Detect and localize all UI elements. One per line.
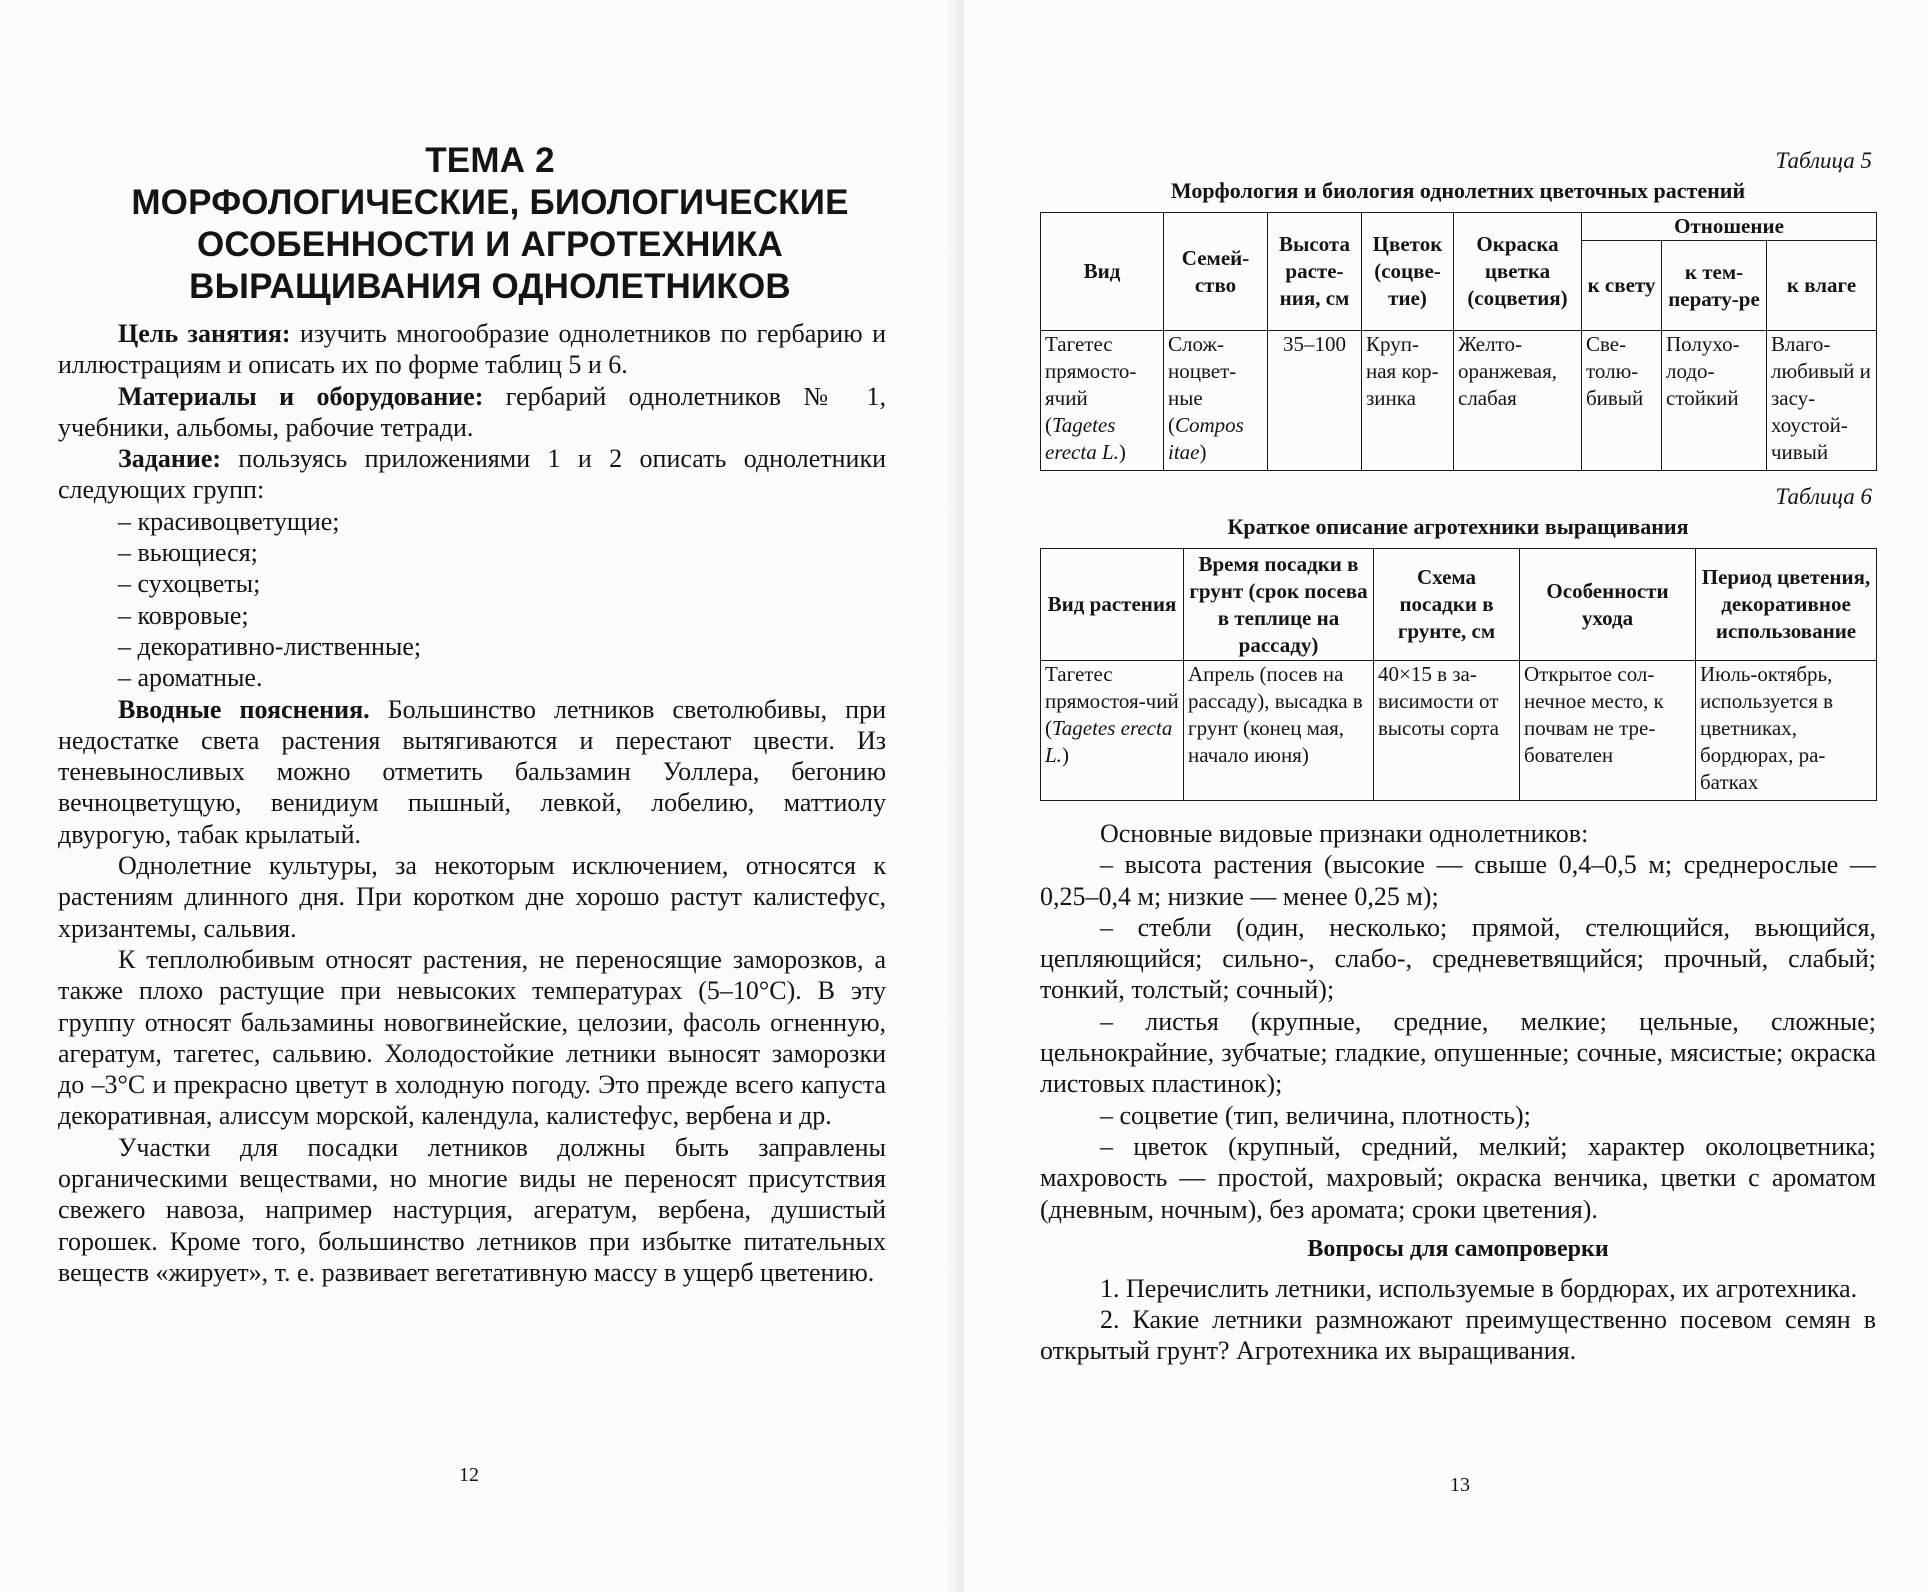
left-body [58, 318, 886, 1288]
header-family: Семей-ство [1164, 213, 1268, 331]
header-period: Период цветения, декоративное использование [1696, 549, 1877, 661]
feature-item: – стебли (один, несколько; прямой, стелющийся, вьющийся, цепляющийся; сильно-, слабо-, средневетвящийся; прочный, слабый; тонкий, толстый; сочный); [1040, 912, 1876, 1005]
task-label: Задание: [118, 444, 222, 474]
task-paragraph [58, 443, 886, 506]
materials-text: гербарий однолетников № 1, учебники, альбомы, рабочие тетради. [58, 381, 887, 442]
list-item: – красивоцветущие; [118, 506, 340, 536]
intro-text: Большинство летников светолюбивы, при недостатке света растения вытягиваются и перестают цвести. Из теневыносливых можно отметить бальзамин Уоллера, бегонию вечноцветущую, венидиум пышный, левкой, лобелию, маттиолу двурогую, табак крылатый. [58, 694, 886, 849]
cell-to-light: Све-толю-бивый [1582, 331, 1662, 471]
cell-species: Тагетес прямосто-ячий (Tagetes erecta L.) [1041, 331, 1164, 471]
list-item: – вьющиеся; [118, 538, 258, 568]
table6-label: Таблица 6 [1775, 484, 1872, 509]
feature-item: – цветок (крупный, средний, мелкий; характер околоцветника; махровость — простой, махровый; окраска венчика, цветки с ароматом (дневным, ночным), без аромата; сроки цветения). [1040, 1131, 1876, 1224]
table5 [1040, 212, 1877, 471]
topic-heading [95, 140, 885, 308]
table5-label: Таблица 5 [1775, 148, 1872, 173]
cell-to-moisture: Влаго-любивый и засу-хоустой-чивый [1767, 331, 1877, 471]
header-height: Высота расте-ния, см [1268, 213, 1362, 331]
latin-name: Compos itae [1168, 413, 1244, 464]
cell-care: Открытое сол-нечное место, к почвам не тре-бователен [1520, 661, 1696, 801]
page-number: 13 [1450, 1474, 1470, 1496]
goal-label: Цель занятия: [118, 319, 291, 348]
topic-title-line: ОСОБЕННОСТИ И АГРОТЕХНИКА [196, 225, 784, 264]
header-scheme: Схема посадки в грунте, см [1374, 549, 1520, 661]
list-item: – декоративно-лиственные; [118, 631, 422, 661]
table-row [1041, 661, 1877, 801]
intro-paragraph [58, 694, 886, 850]
feature-item: – листья (крупные, средние, мелкие; цельные, сложные; цельнокрайние, зубчатые; гладкие, опушенные; сочные, мясистые; окраска листовых пластинок); [1040, 1006, 1876, 1099]
intro-label: Вводные пояснения. [118, 694, 370, 724]
header-color: Окраска цветка (соцветия) [1454, 213, 1582, 331]
features-intro: Основные видовые признаки однолетников: [1100, 819, 1589, 848]
question-item: 1. Перечислить летники, используемые в бордюрах, их агротехника. [1100, 1273, 1858, 1303]
paragraph: К теплолюбивым относят растения, не переносящие заморозков, а также плохо растущие при невысоких температурах (5–10°C). В эту группу относят бальзамины новогвинейские, целозии, фасоль огненную, агератум, тагетес, сальвию. Холодостойкие летники выносят заморозки до –3°C и прекрасно цветут в холодную погоду. Это прежде всего капуста декоративная, алиссум морской, календула, калистефус, вербена и др. [58, 944, 886, 1131]
cell-to-temp: Полухо-лодо-стойкий [1662, 331, 1767, 471]
task-text: пользуясь приложениями 1 и 2 описать однолетники следующих групп: [58, 444, 886, 505]
questions-heading: Вопросы для самопроверки [1307, 1235, 1609, 1262]
cell-species: Тагетес прямостоя-чий (Tagetes erecta L.) [1041, 661, 1184, 801]
question-item: 2. Какие летники размножают преимущественно посевом семян в открытый грунт? Агротехника их выращивания. [1040, 1305, 1876, 1366]
topic-title-line: ВЫРАЩИВАНИЯ ОДНОЛЕТНИКОВ [189, 267, 791, 306]
topic-number: ТЕМА 2 [425, 141, 555, 180]
cell-scheme: 40×15 в за-висимости от высоты сорта [1374, 661, 1520, 801]
header-species: Вид растения [1041, 549, 1184, 661]
goal-paragraph [58, 318, 886, 381]
header-species: Вид [1041, 213, 1164, 331]
cell-family: Слож-ноцвет-ные (Compos itae) [1164, 331, 1268, 471]
table5-title: Морфология и биология однолетних цветочных растений [1170, 178, 1746, 203]
table6 [1040, 548, 1877, 801]
header-care: Особенности ухода [1520, 549, 1696, 661]
table6-title: Краткое описание агротехники выращивания [1227, 514, 1689, 539]
materials-label: Материалы и оборудование: [118, 381, 484, 411]
header-relation: Отношение [1582, 213, 1877, 241]
topic-title-line: МОРФОЛОГИЧЕСКИЕ, БИОЛОГИЧЕСКИЕ [131, 183, 849, 222]
cell-period: Июль-октябрь, используется в цветниках, бордюрах, ра-батках [1696, 661, 1877, 801]
paragraph: Однолетние культуры, за некоторым исключением, относятся к растениям длинного дня. При коротком дне хорошо растут калистефус, хризантемы, сальвия. [58, 851, 886, 943]
header-to-moisture: к влаге [1767, 241, 1877, 331]
cell-planting-time: Апрель (посев на рассаду), высадка в грунт (конец мая, начало июня) [1184, 661, 1374, 801]
latin-name: Tagetes erecta L. [1045, 413, 1119, 464]
goal-text: изучить многообразие однолетников по гербарию и иллюстрациям и описать их по форме таблиц 5 и 6. [58, 319, 886, 380]
list-item: – ароматные. [118, 663, 263, 693]
cell-color: Желто-оранжевая, слабая [1454, 331, 1582, 471]
cell-height: 35–100 [1268, 331, 1362, 471]
cell-flower: Круп-ная кор-зинка [1362, 331, 1454, 471]
feature-item: – высота растения (высокие — свыше 0,4–0,5 м; среднерослые — 0,25–0,4 м; низкие — менее 0,25 м); [1040, 850, 1876, 911]
groups-list [58, 506, 886, 694]
paragraph: Участки для посадки летников должны быть заправлены органическими веществами, но многие виды не переносят присутствия свежего навоза, например настурция, агератум, вербена, душистый горошек. Кроме того, большинство летников при избытке питательных веществ «жирует», т. е. развивает вегетативную массу в ущерб цветению. [58, 1132, 886, 1287]
right-body [1040, 818, 1876, 1367]
latin-name: Tagetes erecta L. [1045, 716, 1173, 767]
page-number: 12 [459, 1464, 479, 1486]
materials-paragraph [58, 381, 886, 444]
header-to-temp: к тем-перату-ре [1662, 241, 1767, 331]
header-flower: Цветок (соцве-тие) [1362, 213, 1454, 331]
header-planting-time: Время посадки в грунт (срок посева в теплице на рассаду) [1184, 549, 1374, 661]
list-item: – сухоцветы; [118, 569, 261, 599]
table-row [1041, 331, 1877, 471]
feature-item: – соцветие (тип, величина, плотность); [1100, 1100, 1531, 1130]
list-item: – ковровые; [118, 600, 249, 630]
header-to-light: к свету [1582, 241, 1662, 331]
